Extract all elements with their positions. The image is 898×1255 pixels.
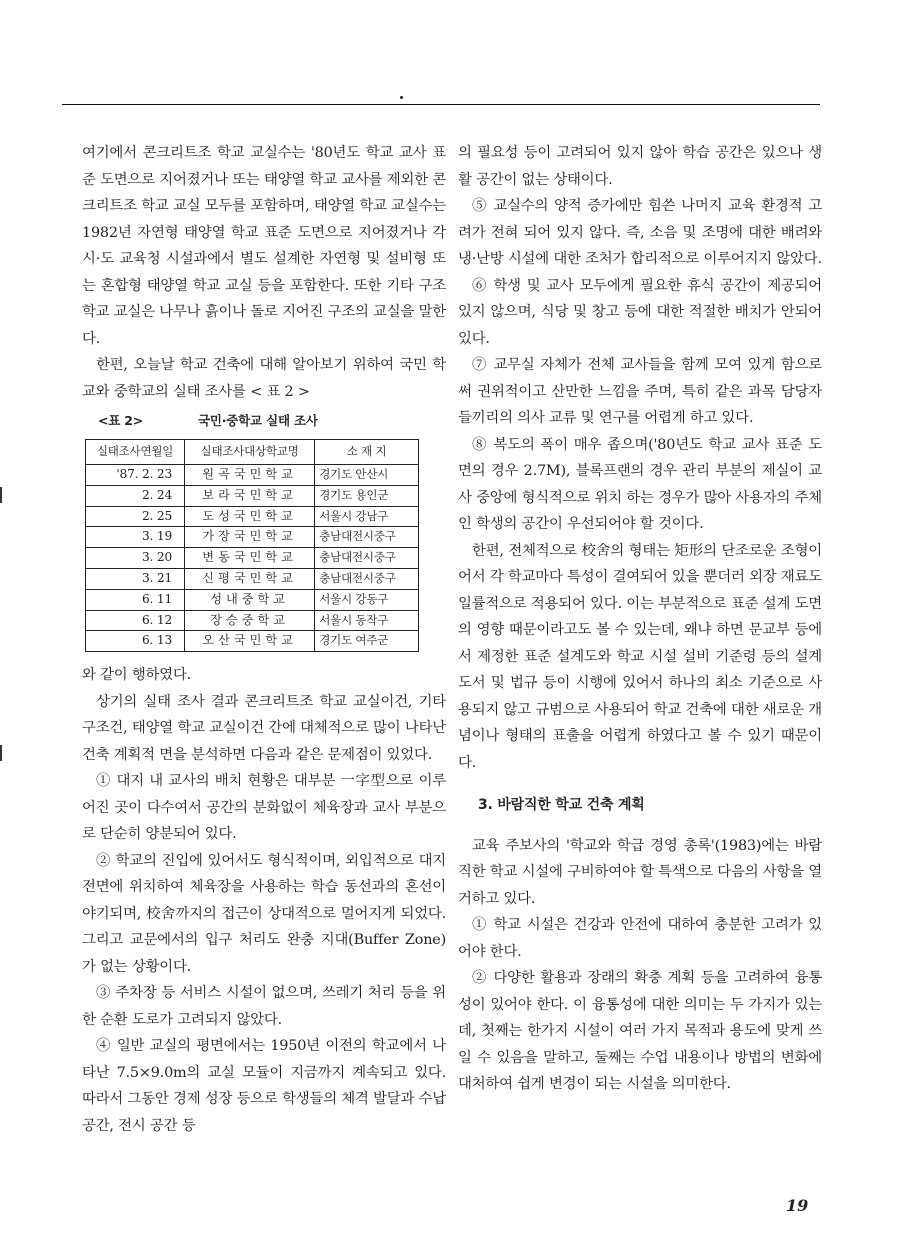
school-location: 충남대전시중구 xyxy=(315,548,419,569)
margin-mark xyxy=(0,487,2,503)
paragraph: 와 같이 행하였다. xyxy=(82,667,192,684)
school-location: 서울시 동작구 xyxy=(315,610,419,631)
school-name: 성내중학교 xyxy=(185,589,315,610)
survey-date: 6. 13 xyxy=(86,631,185,652)
paragraph: 한편, 전체적으로 校舍의 형태는 矩形의 단조로운 조형이어서 각 학교마다 특성이 결여되어 있을 뿐더러 외장 재료도 일률적으로 적용되어 있다. 이는 부분적으로 표준 설계 도면의 영향 때문이라고도 볼 수 있는데, 왜냐 하면 문교부 등에서 제정한 표준 설계도와 학교 시설 설비 기준령 등의 설계도서 및 법규 등이 시행에 있어서 하나의 최소 기준으로 사용되지 않고 규범으로 사용되어 학교 건축에 대한 새로운 개념이나 형태의 표출을 어렵게 하였다고 볼 수 있기 때문이다. xyxy=(458,542,822,771)
column-header: 실태조사연월일 xyxy=(86,440,185,465)
list-item: ⑦ 교무실 자체가 전체 교사들을 함께 모여 있게 함으로써 권위적이고 산만한 느낌을 주며, 특히 같은 과목 담당자들끼리의 의사 교류 및 연구를 어렵게 하고 있다. xyxy=(458,357,822,426)
school-name: 변동국민학교 xyxy=(185,548,315,569)
survey-date: 2. 24 xyxy=(86,485,185,506)
list-item: ⑥ 학생 및 교사 모두에게 필요한 휴식 공간이 제공되어 있지 않으며, 식당 및 창고 등에 대한 적절한 배치가 안되어 있다. xyxy=(458,277,822,347)
list-item: ⑤ 교실수의 양적 증가에만 힘쓴 나머지 교육 환경적 고려가 전혀 되어 있지 않다. 즉, 소음 및 조명에 대한 배려와 냉·난방 시설에 대한 조처가 합리적으로 이루어지지 않았다. xyxy=(458,198,822,267)
school-name: 장승중학교 xyxy=(185,610,315,631)
school-location: 서울시 강남구 xyxy=(315,506,419,527)
survey-date: '87. 2. 23 xyxy=(86,465,185,486)
survey-date: 2. 25 xyxy=(86,506,185,527)
paragraph: 여기에서 콘크리트조 학교 교실수는 '80년도 학교 교사 표준 도면으로 지어졌거나 또는 태양열 학교 교사를 제외한 콘크리트조 학교 교실 모두를 포함하며, 태양열 학교 교실수는 1982년 자연형 태양열 학교 표준 도면으로 지어졌거나 각 시·도 교육청 시설과에서 별도 설계한 자연형 및 설비형 또는 혼합형 태양열 학교 교실 등을 포함한다. 또한 기타 구조 학교 교실은 나무나 흙이나 돌로 지어진 구조의 교실을 말한다. xyxy=(82,145,446,347)
school-location: 경기도 안산시 xyxy=(315,465,419,486)
list-item: ② 다양한 활용과 장래의 확충 계획 등을 고려하여 융통성이 있어야 한다. 이 융통성에 대한 의미는 두 가지가 있는데, 첫째는 한가지 시설이 여러 가지 목적과 용도에 맞게 쓰일 수 있음을 말하고, 둘째는 수업 내용이나 방법의 변화에 대처하여 쉽게 변경이 되는 시설을 의미한다. xyxy=(458,970,822,1092)
paragraph: 의 필요성 등이 고려되어 있지 않아 학습 공간은 있으나 생활 공간이 없는 상태이다. xyxy=(458,145,822,188)
table-row xyxy=(86,465,419,486)
table-header-row xyxy=(86,440,419,465)
list-item: ③ 주차장 등 서비스 시설이 없으며, 쓰레기 처리 등을 위한 순환 도로가 고려되지 않았다. xyxy=(82,985,446,1028)
survey-date: 3. 20 xyxy=(86,548,185,569)
table-row xyxy=(86,506,419,527)
column-header: 실태조사대상학교명 xyxy=(185,440,315,465)
table-title: 국민·중학교 실태 조사 xyxy=(198,413,318,428)
table-row xyxy=(86,568,419,589)
survey-date: 6. 12 xyxy=(86,610,185,631)
page-number: 19 xyxy=(786,1196,809,1215)
school-location: 충남대전시중구 xyxy=(315,527,419,548)
list-item: ④ 일반 교실의 평면에서는 1950년 이전의 학교에서 나타난 7.5×9.0m의 교실 모듈이 지금까지 계속되고 있다. 따라서 그동안 경제 성장 등으로 학생들의 체격 발달과 수납 공간, 전시 공간 등 xyxy=(82,1038,446,1134)
school-name: 신평국민학교 xyxy=(185,568,315,589)
table-number: <표 2> xyxy=(98,413,144,428)
school-location: 경기도 용인군 xyxy=(315,485,419,506)
school-name: 가장국민학교 xyxy=(185,527,315,548)
table-row xyxy=(86,548,419,569)
table-caption xyxy=(82,412,446,430)
margin-mark xyxy=(0,745,2,761)
survey-table xyxy=(85,439,419,652)
survey-date: 3. 21 xyxy=(86,568,185,589)
table-row xyxy=(86,527,419,548)
paragraph: 교육 주보사의 '학교와 학급 경영 총록'(1983)에는 바람직한 학교 시설에 구비하여야 할 특색으로 다음의 사항을 열거하고 있다. xyxy=(458,837,822,907)
school-location: 충남대전시중구 xyxy=(315,568,419,589)
table-row xyxy=(86,485,419,506)
header-dot xyxy=(400,96,403,99)
school-name: 도성국민학교 xyxy=(185,506,315,527)
table-row xyxy=(86,610,419,631)
section-heading: 3. 바람직한 학교 건축 계획 xyxy=(478,797,645,813)
list-item: ① 학교 시설은 건강과 안전에 대하여 충분한 고려가 있어야 한다. xyxy=(458,917,822,960)
school-name: 오산국민학교 xyxy=(185,631,315,652)
list-item: ⑧ 복도의 폭이 매우 좁으며('80년도 학교 교사 표준 도면의 경우 2.7M), 블록프랜의 경우 관리 부분의 제실이 교사 중앙에 형식적으로 위치 하는 경우가 많아 사용자의 주체인 학생의 공간이 우선되어야 할 것이다. xyxy=(458,436,822,532)
school-location: 경기도 여주군 xyxy=(315,631,419,652)
school-location: 서울시 강동구 xyxy=(315,589,419,610)
header-rule xyxy=(62,104,820,105)
list-item: ② 학교의 진입에 있어서도 형식적이며, 외입적으로 대지 전면에 위치하여 체육장을 사용하는 학습 동선과의 혼선이 야기되며, 校舍까지의 접근이 상대적으로 멀어지게 되었다. 그리고 교문에서의 입구 처리도 완충 지대(Buffer Zone)가 없는 상황이다. xyxy=(82,852,446,975)
survey-date: 3. 19 xyxy=(86,527,185,548)
table-row xyxy=(86,589,419,610)
paragraph: 한편, 오늘날 학교 건축에 대해 알아보기 위하여 국민 학교와 중학교의 실태 조사를 < 표 2 > xyxy=(82,357,446,400)
paragraph: 상기의 실태 조사 결과 콘크리트조 학교 교실이건, 기타 구조건, 태양열 학교 교실이건 간에 대체적으로 많이 나타난 건축 계획적 면을 분석하면 다음과 같은 문제점이 있었다. xyxy=(82,693,446,763)
school-name: 원곡국민학교 xyxy=(185,465,315,486)
list-item: ① 대지 내 교사의 배치 현황은 대부분 一字型으로 이루어진 곳이 다수여서 공간의 분화없이 체육장과 교사 부분으로 단순히 양분되어 있다. xyxy=(82,773,446,843)
column-header: 소 재 지 xyxy=(315,440,419,465)
survey-date: 6. 11 xyxy=(86,589,185,610)
school-name: 보라국민학교 xyxy=(185,485,315,506)
left-column xyxy=(82,140,446,1139)
table-row xyxy=(86,631,419,652)
right-column xyxy=(458,140,822,1098)
